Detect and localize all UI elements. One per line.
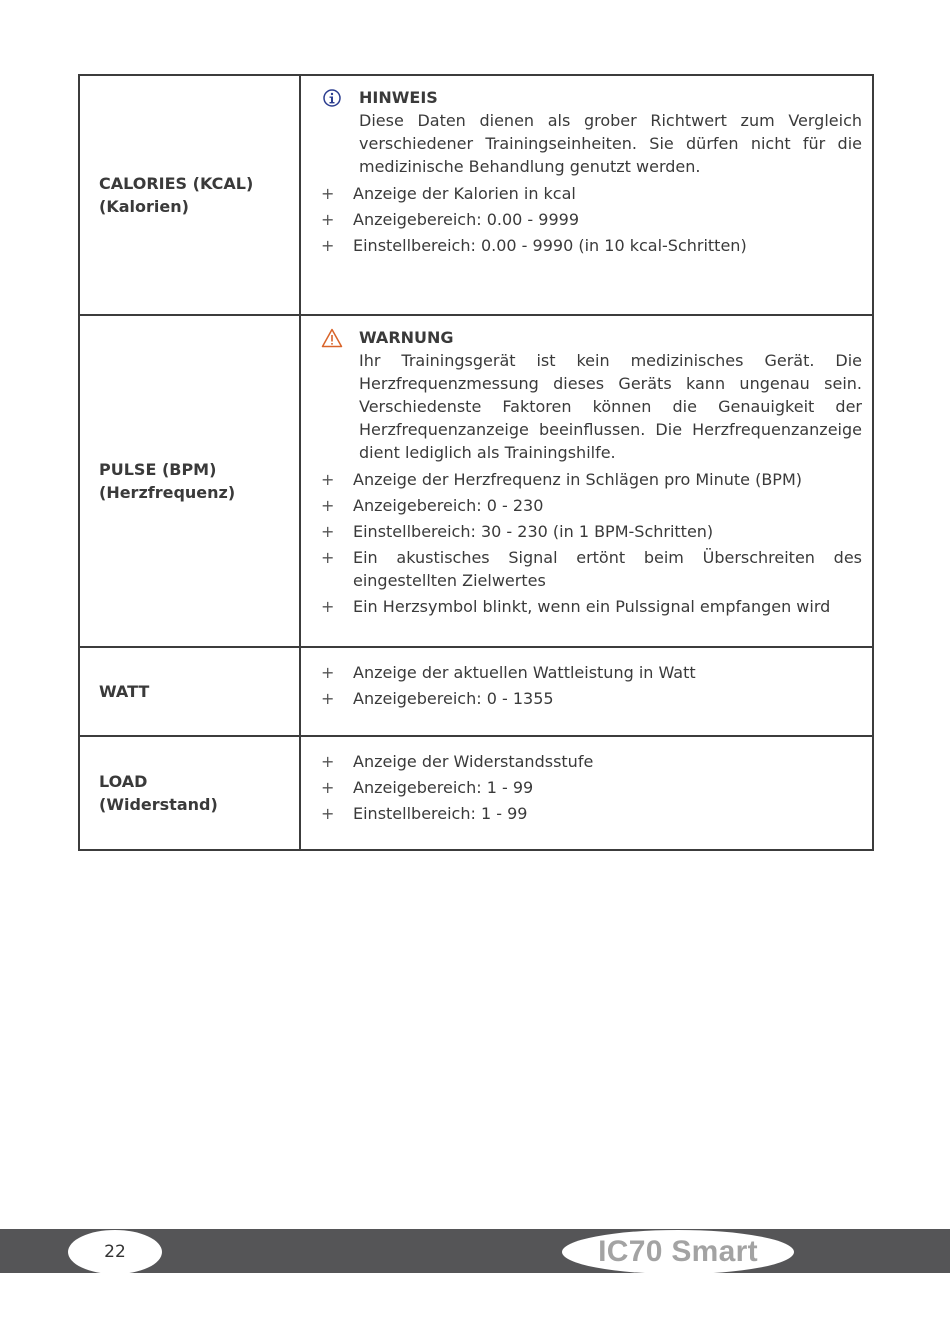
notice-text: Diese Daten dienen als grober Richtwert zum Vergleich verschiedener Trainingseinheiten. Sie dürfen nicht für die medizinische Behandlung genutzt werden. (359, 111, 862, 176)
list-item-text: Anzeigebereich: 0.00 - 9999 (353, 210, 579, 229)
row-content-calories (300, 75, 873, 315)
row-content-watt (300, 647, 873, 736)
list-item (319, 468, 862, 491)
table-row-pulse (79, 315, 873, 647)
plus-icon: + (321, 804, 335, 823)
list-item-text: Einstellbereich: 0.00 - 9990 (in 10 kcal-Schritten) (353, 236, 747, 255)
bullet-list (319, 750, 862, 825)
list-item (319, 520, 862, 543)
label-line: WATT (99, 682, 150, 701)
label-line: (Herzfrequenz) (99, 483, 236, 502)
table-row-calories (79, 75, 873, 315)
list-item (319, 802, 862, 825)
label-line: (Kalorien) (99, 197, 189, 216)
plus-icon: + (321, 470, 335, 489)
list-item-text: Ein Herzsymbol blinkt, wenn ein Pulssignal empfangen wird (353, 597, 831, 616)
list-item (319, 546, 862, 592)
notice-title: WARNUNG (359, 328, 454, 347)
list-item (319, 208, 862, 231)
row-label-load (79, 736, 300, 850)
plus-icon: + (321, 597, 335, 616)
list-item-text: Anzeigebereich: 0 - 230 (353, 496, 544, 515)
brand-logo: IC70 Smart (562, 1230, 794, 1274)
list-item (319, 182, 862, 205)
page-number: 22 (68, 1230, 162, 1274)
list-item (319, 494, 862, 517)
table-row-watt (79, 647, 873, 736)
plus-icon: + (321, 689, 335, 708)
feature-table (78, 74, 874, 851)
list-item-text: Anzeige der aktuellen Wattleistung in Watt (353, 663, 696, 682)
list-item (319, 776, 862, 799)
list-item (319, 595, 862, 618)
list-item-text: Ein akustisches Signal ertönt beim Überschreiten des eingestellten Zielwertes (353, 548, 862, 590)
list-item-text: Einstellbereich: 30 - 230 (in 1 BPM-Schritten) (353, 522, 714, 541)
plus-icon: + (321, 778, 335, 797)
list-item (319, 687, 862, 710)
notice-title: HINWEIS (359, 88, 438, 107)
row-label-calories (79, 75, 300, 315)
list-item (319, 661, 862, 684)
plus-icon: + (321, 210, 335, 229)
row-content-load (300, 736, 873, 850)
bullet-list (319, 468, 862, 618)
label-line: CALORIES (KCAL) (99, 174, 254, 193)
plus-icon: + (321, 548, 335, 567)
label-line: LOAD (99, 772, 148, 791)
list-item-text: Anzeige der Herzfrequenz in Schlägen pro Minute (BPM) (353, 470, 802, 489)
plus-icon: + (321, 236, 335, 255)
row-label-watt (79, 647, 300, 736)
plus-icon: + (321, 522, 335, 541)
notice-text: Ihr Trainingsgerät ist kein medizinisches Gerät. Die Herzfrequenzmessung dieses Geräts kann ungenau sein. Verschiedenste Faktoren können die Genauigkeit der Herzfrequenzanzeige beeinflussen. Die Herzfrequenzanzeige dient lediglich als Trainingshilfe. (359, 351, 862, 462)
list-item-text: Anzeigebereich: 0 - 1355 (353, 689, 554, 708)
info-icon (321, 87, 343, 109)
plus-icon: + (321, 663, 335, 682)
table-row-load (79, 736, 873, 850)
warning-triangle-icon (321, 327, 343, 349)
bullet-list (319, 661, 862, 710)
list-item (319, 234, 862, 257)
plus-icon: + (321, 752, 335, 771)
hinweis-notice (319, 86, 862, 178)
list-item-text: Anzeige der Kalorien in kcal (353, 184, 576, 203)
label-line: PULSE (BPM) (99, 460, 217, 479)
list-item-text: Anzeigebereich: 1 - 99 (353, 778, 534, 797)
list-item (319, 750, 862, 773)
label-line: (Widerstand) (99, 795, 218, 814)
row-label-pulse (79, 315, 300, 647)
plus-icon: + (321, 184, 335, 203)
list-item-text: Einstellbereich: 1 - 99 (353, 804, 528, 823)
list-item-text: Anzeige der Widerstandsstufe (353, 752, 594, 771)
row-content-pulse (300, 315, 873, 647)
warnung-notice (319, 326, 862, 464)
bullet-list (319, 182, 862, 257)
plus-icon: + (321, 496, 335, 515)
